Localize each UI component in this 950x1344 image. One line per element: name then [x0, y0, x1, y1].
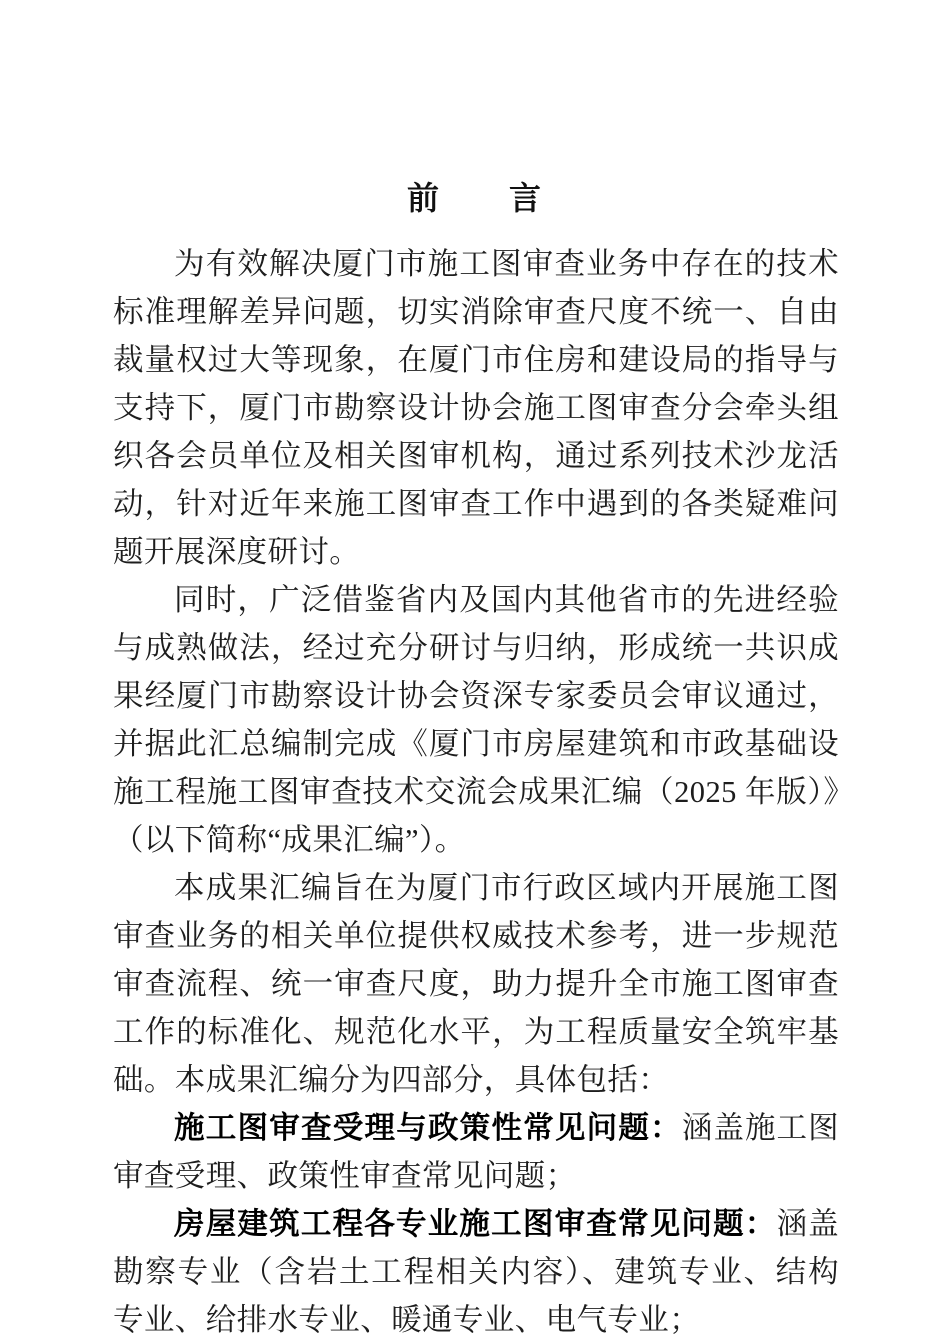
document-body	[113, 240, 839, 1344]
section-item-1	[113, 1104, 839, 1200]
section-2-lead: 房屋建筑工程各专业施工图审查常见问题：	[174, 1207, 777, 1241]
paragraph-1: 为有效解决厦门市施工图审查业务中存在的技术标准理解差异问题，切实消除审查尺度不统一、自由裁量权过大等现象，在厦门市住房和建设局的指导与支持下，厦门市勘察设计协会施工图审查分会牵头组织各会员单位及相关图审机构，通过系列技术沙龙活动，针对近年来施工图审查工作中遇到的各类疑难问题开展深度研讨。	[113, 247, 839, 569]
section-item-2	[113, 1200, 839, 1344]
paragraph-3: 本成果汇编旨在为厦门市行政区域内开展施工图审查业务的相关单位提供权威技术参考，进一步规范审查流程、统一审查尺度，助力提升全市施工图审查工作的标准化、规范化水平，为工程质量安全筑牢基础。本成果汇编分为四部分，具体包括：	[113, 871, 839, 1097]
paragraph-2: 同时，广泛借鉴省内及国内其他省市的先进经验与成熟做法，经过充分研讨与归纳，形成统一共识成果经厦门市勘察设计协会资深专家委员会审议通过，并据此汇总编制完成《厦门市房屋建筑和市政基础设施工程施工图审查技术交流会成果汇编（2025 年版）》（以下简称“成果汇编”）。	[113, 583, 839, 857]
page-title: 前 言	[406, 179, 543, 217]
section-2-text: 涵盖勘察专业（含岩土工程相关内容）、建筑专业、结构专业、给排水专业、暖通专业、电气专业；	[113, 1207, 839, 1337]
section-1-text: 涵盖施工图审查受理、政策性审查常见问题；	[113, 1111, 839, 1193]
section-1-lead: 施工图审查受理与政策性常见问题：	[174, 1111, 682, 1145]
